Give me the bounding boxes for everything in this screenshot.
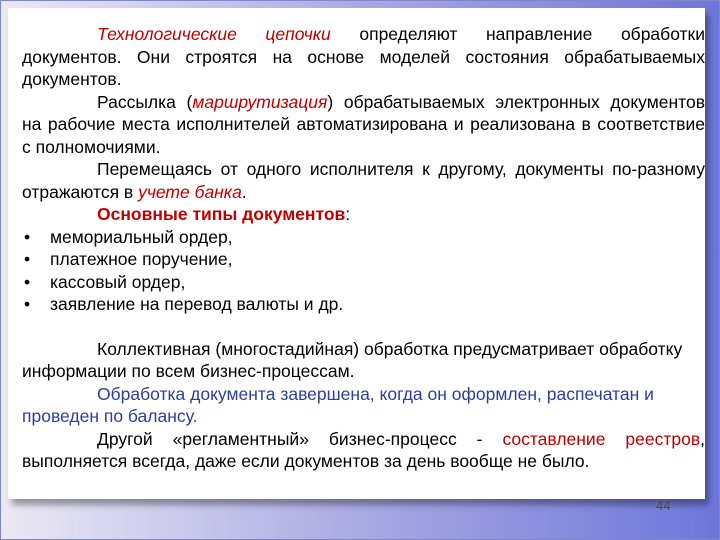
slide-text [22, 23, 705, 473]
bullet-icon: • [24, 294, 31, 314]
list-item [22, 248, 705, 271]
paragraph-text: ) обрабатываемых электронных документов на рабочие места исполнителей автоматизирована и реализована в соответствие с полномочиями. [22, 91, 706, 157]
paragraph-text: Перемещаясь от одного исполнителя к другому, документы по-разному отражаются в [22, 159, 705, 202]
paragraph-technological-chains [22, 23, 705, 91]
paragraph-text: . [241, 181, 247, 202]
paragraph-routing [22, 91, 705, 159]
doc-types-list [22, 226, 705, 316]
bullet-icon: • [24, 249, 31, 269]
paragraph-bank-accounting [22, 158, 705, 203]
paragraph-text: определяют направление обработки документов. Они строятся на основе моделей состояния обрабатываемых документов. [22, 24, 705, 89]
doc-types-heading-line [22, 203, 705, 226]
paragraph-collective-processing: Коллективная (многостадийная) обработка предусматривает обработку информации по всем бизнес-процессам. [22, 338, 683, 381]
heading-colon: : [345, 204, 351, 224]
list-item [22, 271, 705, 294]
term-bank-accounting: учете банка [138, 181, 242, 202]
list-item-text: мемориальный ордер, [50, 226, 233, 247]
list-item-text: платежное поручение, [50, 249, 233, 269]
paragraph-text: Рассылка ( [97, 91, 193, 112]
term-technological-chains: Технологические цепочки [97, 24, 331, 44]
list-item-text: кассовый ордер, [50, 271, 186, 292]
list-item-text: заявление на перевод валюты и др. [50, 294, 344, 314]
bullet-icon: • [24, 271, 31, 292]
term-routing: маршрутизация [192, 91, 328, 112]
page-number: 44 [656, 498, 671, 513]
content-panel [8, 8, 705, 499]
list-item [22, 226, 705, 249]
list-item [22, 293, 705, 316]
doc-types-heading: Основные типы документов [97, 204, 346, 224]
paragraph-text: , выполняется всегда, даже если документов за день вообще не было. [22, 428, 705, 471]
paragraph-registers [22, 428, 705, 473]
term-registers: составление реестров [502, 428, 701, 449]
spacer [22, 316, 705, 338]
bullet-icon: • [24, 226, 31, 247]
paragraph-processing-complete: Обработка документа завершена, когда он оформлен, распечатан и проведен по балансу. [22, 383, 654, 426]
paragraph-text: Другой «регламентный» бизнес-процесс - [97, 428, 503, 449]
